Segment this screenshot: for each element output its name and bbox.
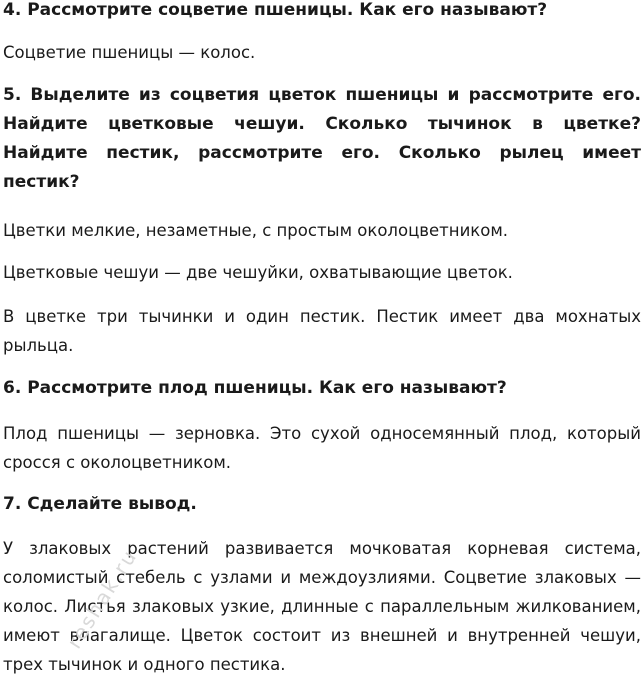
answer-5-1: Цветки мелкие, незаметные, с простым околоцветником. <box>3 221 509 240</box>
question-4: 4. Рассмотрите соцветие пшеницы. Как его называют? <box>3 0 548 20</box>
answer-5-3: В цветке три тычинки и один пестик. Пестик имеет два мохнатых рыльца. <box>3 307 641 355</box>
question-5: 5. Выделите из соцветия цветок пшеницы и рассмотрите его. Найдите цветковые чешуи. Сколько тычинок в цветке? Найдите пестик, рассмотрите его. Сколько рылец имеет пестик? <box>3 85 641 192</box>
answer-4: Соцветие пшеницы — колос. <box>3 43 256 62</box>
answer-5-2: Цветковые чешуи — две чешуйки, охватывающие цветок. <box>3 263 513 282</box>
answer-7: У злаковых растений развивается мочковатая корневая система, соломистый стебель с узлами и междоузлиями. Соцветие злаковых — колос. Листья злаковых узкие, длинные с параллельным жилкованием, имеют влагалище. Цветок состоит из внешней и внутренней чешуи, трех тычинок и одного пестика. <box>3 539 641 674</box>
question-6: 6. Рассмотрите плод пшеницы. Как его называют? <box>3 378 507 398</box>
question-7: 7. Сделайте вывод. <box>3 494 197 514</box>
watermark: reshak.ru <box>62 544 142 653</box>
answer-6: Плод пшеницы — зерновка. Это сухой односемянный плод, который сросся с околоцветником. <box>3 424 641 472</box>
